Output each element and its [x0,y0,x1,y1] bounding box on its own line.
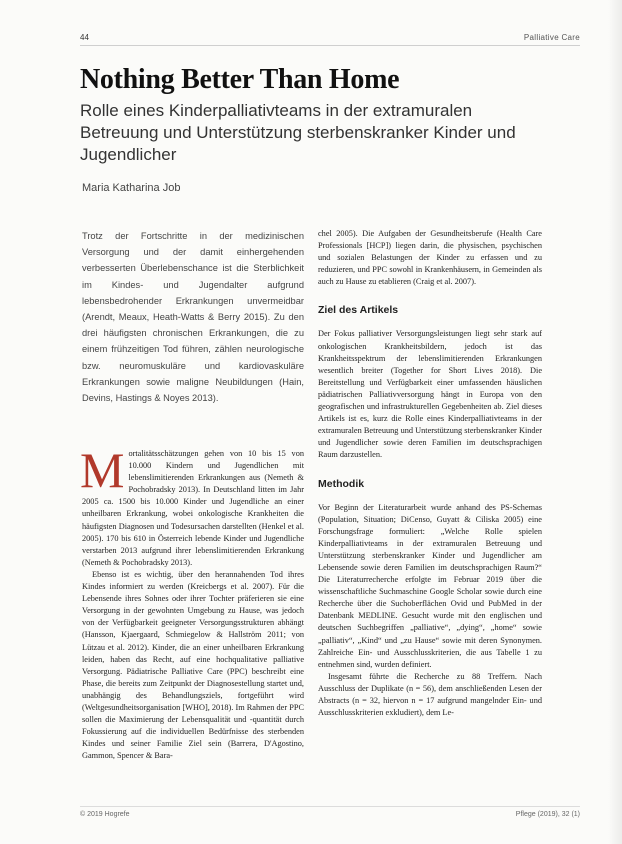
section-label: Palliative Care [523,33,580,42]
article-title: Nothing Better Than Home [80,64,400,95]
abstract: Trotz der Fortschritte in der medizinischen Versorgung und der damit einhergehenden verbesserten Überlebenschance ist die Sterblichkeit im Kindes- und Jugendalter aufgrund lebensbedrohender Erkrankungen unvermeidbar (Arendt, Meaux, Heath-Watts & Berry 2015). Zu den drei häufigsten chronischen Erkrankungen, die zu einem frühzeitigen Tod führen, zählen neurologische bzw. neuromuskuläre und kardiovaskuläre Erkrankungen sowie maligne Neubildungen (Hain, Devins, Hastings & Noyes 2013). [82,231,304,404]
drop-cap: M [80,442,125,498]
section-heading-ziel: Ziel des Artikels [318,304,399,317]
body-paragraph-4: Der Fokus palliativer Versorgungsleistungen liegt sehr stark auf onkologischen Krankheitsbildern, jedoch ist das Krankheitsspektrum der lebenslimitierenden Erkrankungen wesentlich breiter (Together for Short Lives 2018). Die Bereitstellung und Verfügbarkeit einer umfassenden häuslichen pädiatrischen Palliativversorgung hängt in Europa von den geografischen und infrastrukturellen Gegebenheiten ab. Ziel dieses Artikels ist es, kurz die Rolle eines Kinderpalliativteams in der extramuralen Betreuung und Unterstützung sterbenskranker Kinder und Jugendlicher sowie deren Familien im deutschsprachigen Raum darzustellen. [318,329,542,460]
footer-rule [80,806,580,807]
right-column [318,228,542,719]
body-paragraph-6: Insgesamt führte die Recherche zu 88 Treffern. Nach Ausschluss der Duplikate (n = 56), dem anschließenden Lesen der Abstracts (n = 32, hiervon n = 17 aufgrund mangelnder Ein- und Ausschlusskriterien exkludiert), dem Le- [318,671,542,718]
body-paragraph-1 [80,442,304,569]
page-number: 44 [80,33,89,42]
header-rule [80,45,580,46]
footer-copyright: © 2019 Hogrefe [80,811,130,818]
body-paragraph-2: Ebenso ist es wichtig, über den herannahenden Tod ihres Kindes informiert zu werden (Kreicbergs et al. 2007). Für die Lebensende ihres Sohnes oder ihrer Tochter präferieren sie eine Versorgung in der gewohnten Umgebung zu Hause, was jedoch von der Verfügbarkeit geeigneter Versorgungsstrukturen abhängt (Hansson, Kjaergaard, Schmiegelow & Hallström 2011; von Lützau et al. 2012). Kinder, die an einer unheilbaren Erkrankung leiden, haben das Recht, auf eine hochqualitative palliative Versorgung. Pädiatrische Palliative Care (PPC) beschreibt eine Phase, die bereits zum Zeitpunkt der Diagnosestellung startet und, unabhängig des Behandlungsziels, fortgeführt wird (Weltgesundheitsorganisation [WHO], 2018). Im Rahmen der PPC sollen die Maximierung der Lebensqualität und -quantität durch Fokussierung auf die individuellen Bedürfnisse des sterbenden Kindes und seiner Familie Ziel sein (Barrera, D'Agostino, Gammon, Spencer & Bara- [82,569,304,761]
page-edge-shadow [608,0,622,844]
footer-citation: Pflege (2019), 32 (1) [515,811,580,818]
body-paragraph-3: chel 2005). Die Aufgaben der Gesundheitsberufe (Health Care Professionals [HCP]) liegen darin, die physischen, psychischen und sozialen Belastungen der Kinder zu erfassen und zu reduzieren, und PPC sowohl in Krankenhäusern, in Gemeinden als auch zu Hause zu etablieren (Craig et al. 2007). [318,229,542,287]
article-subtitle: Rolle eines Kinderpalliativteams in der extramuralen Betreuung und Unterstützung sterbenskranker Kinder und Jugendlicher [80,101,516,164]
article-author: Maria Katharina Job [82,182,181,194]
section-heading-methodik: Methodik [318,477,365,490]
left-column [80,442,304,762]
body-paragraph-5: Vor Beginn der Literaturarbeit wurde anhand des PS-Schemas (Population, Situation; DiCenso, Guyatt & Ciliska 2005) eine Forschungsfrage formuliert: „Welche Rolle spielen Kinderpalliativteams in der extramuralen Betreuung und Unterstützung sterbenskranker Kinder und Jugendlicher am Lebensende sowie deren Familien im deutschsprachigen Raum?“ Die Literaturrecherche erfolgte im Februar 2019 über die wissenschaftliche Suchmaschine Google Scholar sowie durch eine Recherche über die Suchoberflächen Ovid und PubMed in der Datenbank MEDLINE. Gesucht wurde mit den englischen und deutschen Suchbegriffen „palliative“, „dying“, „home“ sowie „palliativ“, „Kind“ und „zu Hause“ sowie mit deren Synonymen. Zahlreiche Ein- und Ausschlusskriterien, die aus Tabelle 1 zu entnehmen sind, wurden definiert. [318,502,542,669]
body-paragraph-1-text: ortalitätsschätzungen gehen von 10 bis 15 von 10.000 Kindern und Jugendlichen mit lebenslimitierenden Erkrankungen aus (Nemeth & Pochobradsky 2013). In Deutschland litten im Jahr 2005 ca. 1500 bis 10.000 Kinder und Jugendliche an einer unheilbaren Erkrankung, wobei onkologische Krankheiten die häufigsten Diagnosen und Todesursachen darstellten (Henkel et al. 2005). 170 bis 610 in Österreich lebende Kinder und Jugendliche verstarben 2013 aufgrund ihrer lebenslimitierenden Erkrankung (Nemeth & Pochobradsky 2013). [82,449,304,567]
